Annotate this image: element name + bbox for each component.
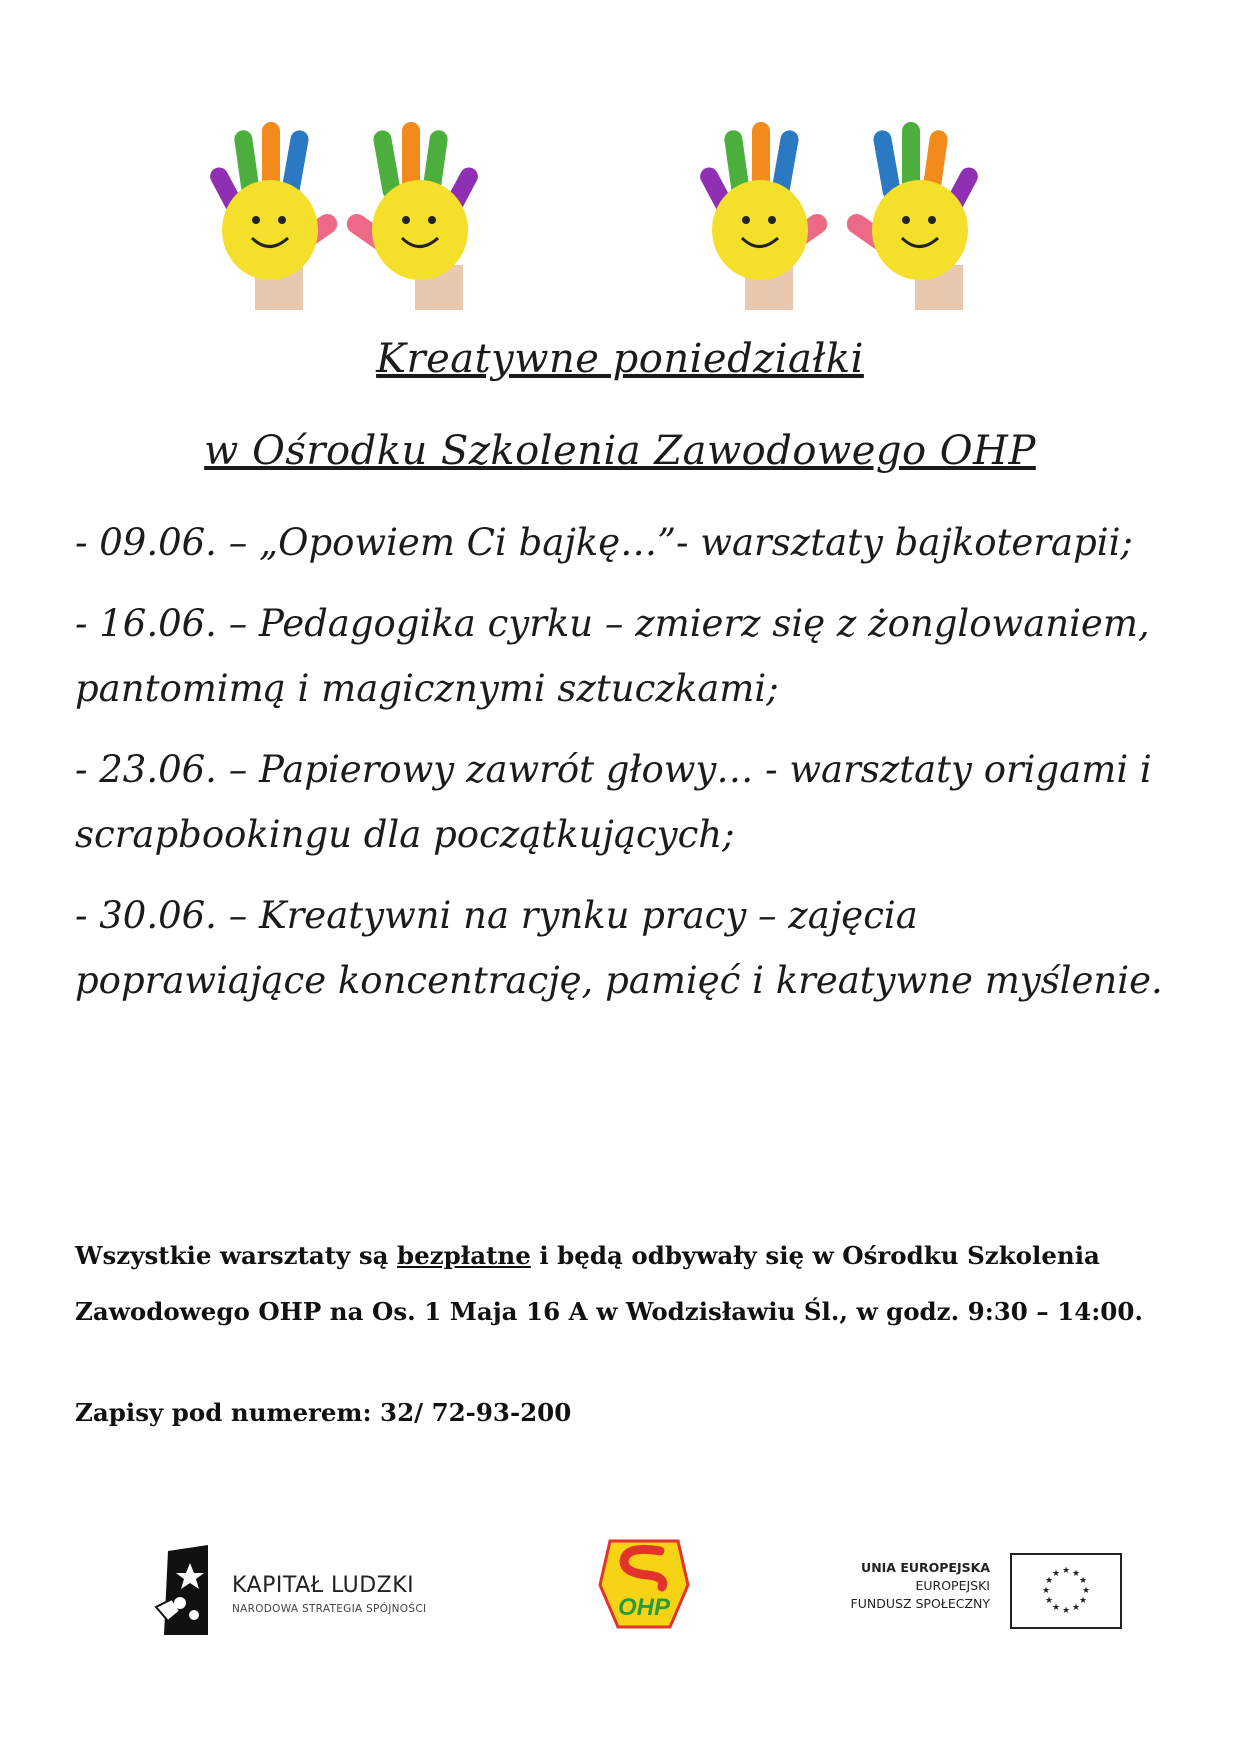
workshop-list (75, 510, 1165, 1029)
eu-flag-icon (1010, 1553, 1122, 1629)
ohp-logo-icon (596, 1535, 692, 1633)
kapital-ludzki-title: KAPITAŁ LUDZKI (232, 1573, 415, 1598)
svg-text:★: ★ (1078, 1576, 1088, 1586)
svg-text:★: ★ (1078, 1596, 1088, 1606)
workshop-item-1: - 09.06. – „Opowiem Ci bajkę…”- warsztaty bajkoterapii; (75, 521, 1133, 564)
ohp-logo-text: OHP (617, 1594, 671, 1621)
info-free-underlined: bezpłatne (397, 1241, 531, 1270)
painted-hands-right-pair (690, 110, 1020, 310)
info-text-end: i będą odbywały się w Ośrodku Szkolenia Zawodowego OHP na Os. 1 Maja 16 A w Wodzisławiu Śl., w godz. 9:30 – 14:00. (75, 1241, 1143, 1326)
svg-text:★: ★ (1061, 1566, 1071, 1576)
kapital-ludzki-subtitle: NARODOWA STRATEGIA SPÓJNOŚCI (232, 1603, 427, 1615)
page-title: Kreatywne poniedziałki (376, 336, 864, 382)
svg-text:★: ★ (1071, 1603, 1081, 1613)
eu-fund-line2: FUNDUSZ SPOŁECZNY (850, 1596, 990, 1611)
svg-text:★: ★ (1051, 1569, 1061, 1579)
svg-text:★: ★ (1061, 1606, 1071, 1616)
info-text-start: Wszystkie warsztaty są (75, 1241, 398, 1270)
eu-text (851, 1559, 990, 1613)
kapital-ludzki-logo (150, 1545, 470, 1635)
svg-text:★: ★ (1044, 1576, 1054, 1586)
workshop-item-4: - 30.06. – Kreatywni na rynku pracy – zajęcia poprawiające koncentrację, pamięć i kreatywne myślenie. (75, 894, 1163, 1002)
info-paragraph (75, 1228, 1165, 1340)
painted-hands-left-pair (200, 110, 520, 310)
eu-name: UNIA EUROPEJSKA (861, 1560, 990, 1575)
svg-text:★: ★ (1081, 1586, 1091, 1596)
eu-social-fund-logo (822, 1553, 1122, 1633)
svg-text:★: ★ (1071, 1569, 1081, 1579)
workshop-item-3: - 23.06. – Papierowy zawrót głowy… - warsztaty origami i scrapbookingu dla początkujących; (75, 748, 1152, 856)
svg-text:★: ★ (1044, 1596, 1054, 1606)
workshop-item-2: - 16.06. – Pedagogika cyrku – zmierz się z żonglowaniem, pantomimą i magicznymi sztuczkami; (75, 602, 1150, 710)
svg-text:★: ★ (1041, 1586, 1051, 1596)
svg-text:★: ★ (1051, 1603, 1061, 1613)
signup-phone: Zapisy pod numerem: 32/ 72-93-200 (75, 1398, 572, 1427)
footer-logos (0, 1535, 1240, 1645)
eu-fund-line1: EUROPEJSKI (915, 1578, 990, 1593)
page-subtitle: w Ośrodku Szkolenia Zawodowego OHP (204, 428, 1036, 474)
hands-illustration (0, 110, 1240, 310)
kapital-ludzki-emblem-icon (150, 1545, 220, 1635)
